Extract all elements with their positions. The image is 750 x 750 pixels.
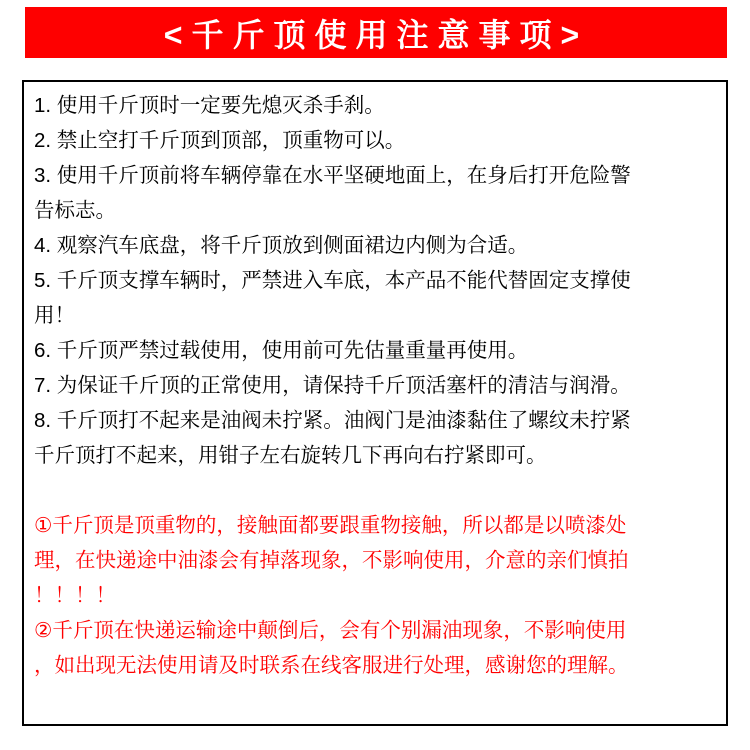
page-title: <千斤顶使用注意事项> (163, 16, 589, 53)
note-line: 千斤顶打不起来，用钳子左右旋转几下再向右拧紧即可。 (34, 444, 547, 467)
title-banner (25, 7, 727, 58)
note-line: 3. 使用千斤顶前将车辆停靠在水平坚硬地面上，在身后打开危险警 (34, 164, 631, 187)
note-line: 5. 千斤顶支撑车辆时，严禁进入车底，本产品不能代替固定支撑使 (34, 269, 631, 292)
note-line: 8. 千斤顶打不起来是油阀未拧紧。油阀门是油漆黏住了螺纹未拧紧 (34, 409, 631, 432)
note-line: 4. 观察汽车底盘，将千斤顶放到侧面裙边内侧为合适。 (34, 234, 529, 257)
note-line: 2. 禁止空打千斤顶到顶部，顶重物可以。 (34, 129, 406, 152)
warning-line: ①千斤顶是顶重物的，接触面都要跟重物接触，所以都是以喷漆处 (34, 514, 627, 537)
notes-box (22, 80, 728, 726)
warning-line: ，如出现无法使用请及时联系在线客服进行处理，感谢您的理解。 (34, 654, 629, 677)
warning-line: 理，在快递途中油漆会有掉落现象，不影响使用，介意的亲们慎拍 (34, 549, 629, 572)
spacer (34, 473, 726, 508)
note-line: 用！ (34, 304, 75, 327)
warning-line: ②千斤顶在快递运输途中颠倒后，会有个别漏油现象，不影响使用 (34, 619, 627, 642)
note-line: 6. 千斤顶严禁过载使用，使用前可先估量重量再使用。 (34, 339, 529, 362)
note-line: 告标志。 (34, 199, 116, 222)
note-line: 1. 使用千斤顶时一定要先熄灭杀手刹。 (34, 94, 385, 117)
note-line: 7. 为保证千斤顶的正常使用，请保持千斤顶活塞杆的清洁与润滑。 (34, 374, 631, 397)
warning-line: ！！！！ (34, 584, 116, 607)
